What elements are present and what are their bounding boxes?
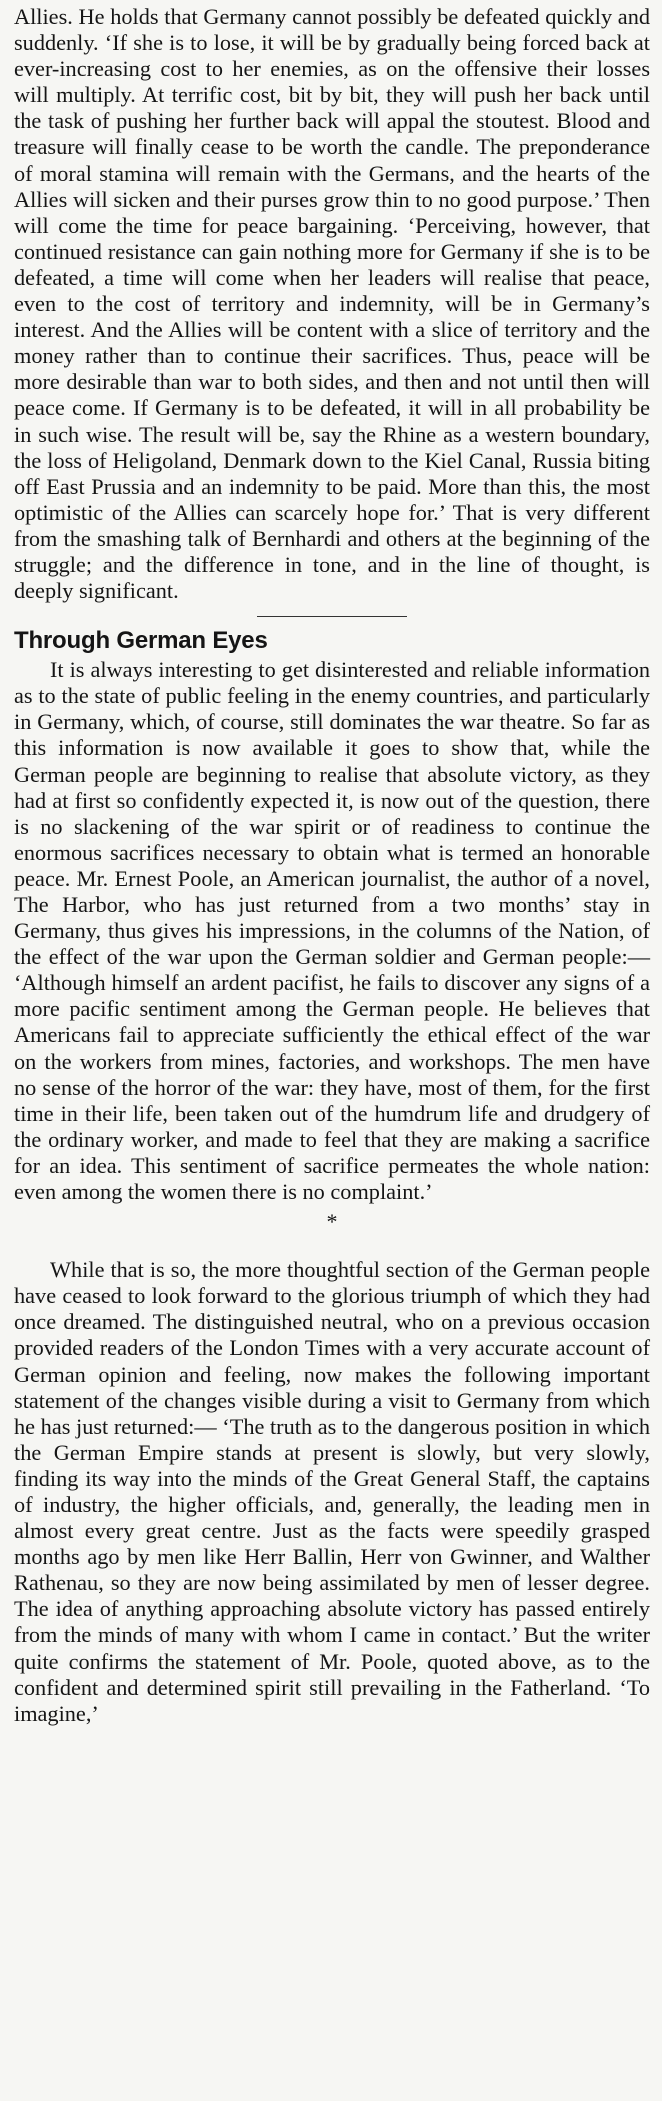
section-divider xyxy=(257,616,407,617)
article-paragraph-3: While that is so, the more thoughtful section of the German people have ceased to look forward to the glorious triumph of which they had once dreamed. The distinguished neutral, who on a previous occasion provided readers of the London Times with a very accurate account of German opinion and feeling, now makes the following important statement of the changes visible during a visit to Germany from which he has just returned:— ‘The truth as to the dangerous position in which the German Empire stands at present is slowly, but very slowly, finding its way into the minds of the Great General Staff, the captains of industry, the higher officials, and, generally, the leading men in almost every great centre. Just as the facts were speedily grasped months ago by men like Herr Ballin, Herr von Gwinner, and Walther Rathenau, so they are now being assimilated by men of lesser degree. The idea of anything approaching absolute victory has passed entirely from the minds of many with whom I came in contact.’ But the writer quite confirms the statement of Mr. Poole, quoted above, as to the confident and determined spirit still prevailing in the Fatherland. ‘To imagine,’ xyxy=(14,1257,650,1726)
article-paragraph-2: It is always interesting to get disinterested and reliable information as to the state of public feeling in the enemy countries, and particularly in Germany, which, of course, still dominates the war theatre. So far as this information is now available it goes to show that, while the German people are beginning to realise that absolute victory, as they had at first so confidently expected it, is now out of the question, there is no slackening of the war spirit or of readiness to continue the enormous sacrifices necessary to obtain what is termed an honorable peace. Mr. Ernest Poole, an American journalist, the author of a novel, The Harbor, who has just returned from a two months’ stay in Germany, thus gives his impressions, in the columns of the Nation, of the effect of the war upon the German soldier and German people:— ‘Although himself an ardent pacifist, he fails to discover any signs of a more pacific sentiment among the German people. He believes that Americans fail to appreciate sufficiently the ethical effect of the war on the workers from mines, factories, and workshops. The men have no sense of the horror of the war: they have, most of them, for the first time in their life, been taken out of the humdrum life and drudgery of the ordinary worker, and made to feel that they are making a sacrifice for an idea. This sentiment of sacrifice permeates the whole nation: even among the women there is no complaint.’ xyxy=(14,657,650,1205)
article-paragraph-1: Allies. He holds that Germany cannot possibly be defeated quickly and suddenly. ‘If she is to lose, it will be by gradually being forced back at ever-increasing cost to her enemies, as on the offensive their losses will multiply. At terrific cost, bit by bit, they will push her back until the task of pushing her further back will appal the stoutest. Blood and treasure will finally cease to be worth the candle. The preponderance of moral stamina will remain with the Germans, and the hearts of the Allies will sicken and their purses grow thin to no good purpose.’ Then will come the time for peace bargaining. ‘Perceiving, however, that continued resistance can gain nothing more for Germany if she is to be defeated, a time will come when her leaders will realise that peace, even to the cost of territory and indemnity, will be in Germany’s interest. And the Allies will be content with a slice of territory and the money rather than to continue their sacrifices. Thus, peace will be more desirable than war to both sides, and then and not until then will peace come. If Germany is to be defeated, it will in all probability be in such wise. The result will be, say the Rhine as a western boundary, the loss of Heligoland, Denmark down to the Kiel Canal, Russia biting off East Prussia and an indemnity to be paid. More than this, the most optimistic of the Allies can scarcely hope for.’ That is very different from the smashing talk of Bernhardi and others at the beginning of the struggle; and the difference in tone, and in the line of thought, is deeply significant. xyxy=(14,4,650,604)
section-heading: Through German Eyes xyxy=(14,627,268,655)
asterisk-separator: * xyxy=(326,1209,338,1235)
